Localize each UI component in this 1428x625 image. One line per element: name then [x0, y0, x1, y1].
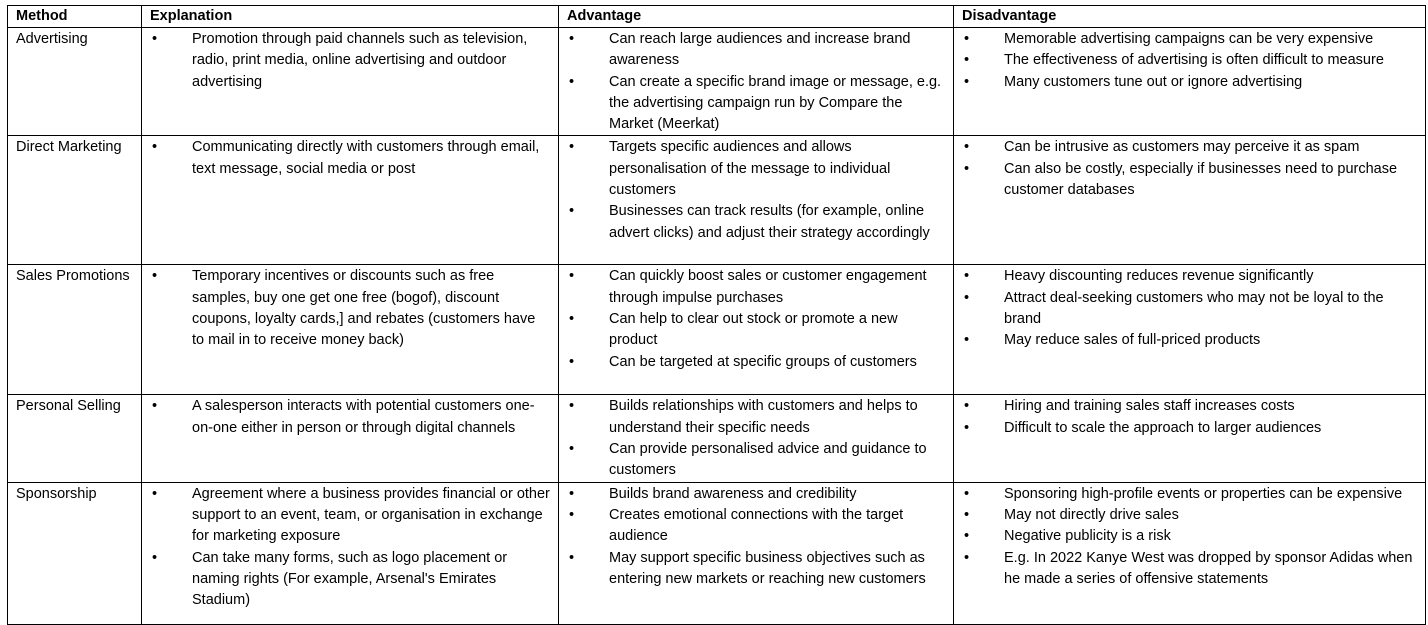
list-item: • Can take many forms, such as logo placement or naming rights (For example, Arsenal's Emirates Stadium): [150, 548, 550, 612]
advantage-cell: [559, 482, 954, 624]
header-explanation: Explanation: [142, 6, 559, 28]
list-item: • Many customers tune out or ignore advertising: [962, 72, 1417, 93]
header-disadvantage: Disadvantage: [954, 6, 1426, 28]
method-cell: Advertising: [8, 28, 142, 136]
advantage-cell: [559, 28, 954, 136]
header-method: Method: [8, 6, 142, 28]
list-item: • Builds relationships with customers and helps to understand their specific needs: [567, 396, 945, 439]
disadvantage-cell: [954, 265, 1426, 395]
list-item: • Can provide personalised advice and guidance to customers: [567, 439, 945, 482]
list-item: • Agreement where a business provides financial or other support to an event, team, or organisation in exchange for marketing exposure: [150, 484, 550, 548]
header-advantage: Advantage: [559, 6, 954, 28]
method-cell: Direct Marketing: [8, 136, 142, 265]
disadvantage-cell: [954, 482, 1426, 624]
list-item: • Attract deal-seeking customers who may not be loyal to the brand: [962, 288, 1417, 331]
table-row: [8, 265, 1426, 395]
list-item: • Can quickly boost sales or customer engagement through impulse purchases: [567, 266, 945, 309]
list-item: • Communicating directly with customers through email, text message, social media or post: [150, 137, 550, 180]
list-item: • The effectiveness of advertising is often difficult to measure: [962, 50, 1417, 71]
table-row: [8, 136, 1426, 265]
list-item: • Negative publicity is a risk: [962, 526, 1417, 547]
disadvantage-cell: [954, 28, 1426, 136]
list-item: • May not directly drive sales: [962, 505, 1417, 526]
list-item: • Businesses can track results (for example, online advert clicks) and adjust their strategy accordingly: [567, 201, 945, 244]
list-item: • Can reach large audiences and increase brand awareness: [567, 29, 945, 72]
promotion-methods-table: [7, 5, 1426, 625]
explanation-cell: [142, 28, 559, 136]
table-row: [8, 482, 1426, 624]
method-cell: Personal Selling: [8, 395, 142, 482]
advantage-cell: [559, 265, 954, 395]
header-row: [8, 6, 1426, 28]
table-row: [8, 395, 1426, 482]
list-item: • A salesperson interacts with potential customers one-on-one either in person or through digital channels: [150, 396, 550, 439]
explanation-cell: [142, 395, 559, 482]
list-item: • Builds brand awareness and credibility: [567, 484, 945, 505]
list-item: • Targets specific audiences and allows personalisation of the message to individual customers: [567, 137, 945, 201]
list-item: • Can also be costly, especially if businesses need to purchase customer databases: [962, 159, 1417, 202]
list-item: • May support specific business objectives such as entering new markets or reaching new customers: [567, 548, 945, 591]
advantage-cell: [559, 395, 954, 482]
list-item: • Hiring and training sales staff increases costs: [962, 396, 1417, 417]
list-item: • Memorable advertising campaigns can be very expensive: [962, 29, 1417, 50]
list-item: • E.g. In 2022 Kanye West was dropped by sponsor Adidas when he made a series of offensive statements: [962, 548, 1417, 591]
list-item: • Difficult to scale the approach to larger audiences: [962, 418, 1417, 439]
method-cell: Sponsorship: [8, 482, 142, 624]
list-item: • Heavy discounting reduces revenue significantly: [962, 266, 1417, 287]
list-item: • Can be targeted at specific groups of customers: [567, 352, 945, 373]
disadvantage-cell: [954, 395, 1426, 482]
explanation-cell: [142, 265, 559, 395]
disadvantage-cell: [954, 136, 1426, 265]
list-item: • Can create a specific brand image or message, e.g. the advertising campaign run by Compare the Market (Meerkat): [567, 72, 945, 136]
list-item: • Can help to clear out stock or promote a new product: [567, 309, 945, 352]
list-item: • Sponsoring high-profile events or properties can be expensive: [962, 484, 1417, 505]
table-row: [8, 28, 1426, 136]
list-item: • Creates emotional connections with the target audience: [567, 505, 945, 548]
list-item: • Promotion through paid channels such as television, radio, print media, online advertising and outdoor advertising: [150, 29, 550, 93]
explanation-cell: [142, 482, 559, 624]
explanation-cell: [142, 136, 559, 265]
list-item: • Can be intrusive as customers may perceive it as spam: [962, 137, 1417, 158]
advantage-cell: [559, 136, 954, 265]
method-cell: Sales Promotions: [8, 265, 142, 395]
list-item: • May reduce sales of full-priced products: [962, 330, 1417, 351]
list-item: • Temporary incentives or discounts such as free samples, buy one get one free (bogof), discount coupons, loyalty cards,] and rebates (customers have to mail in to receive money back): [150, 266, 550, 351]
